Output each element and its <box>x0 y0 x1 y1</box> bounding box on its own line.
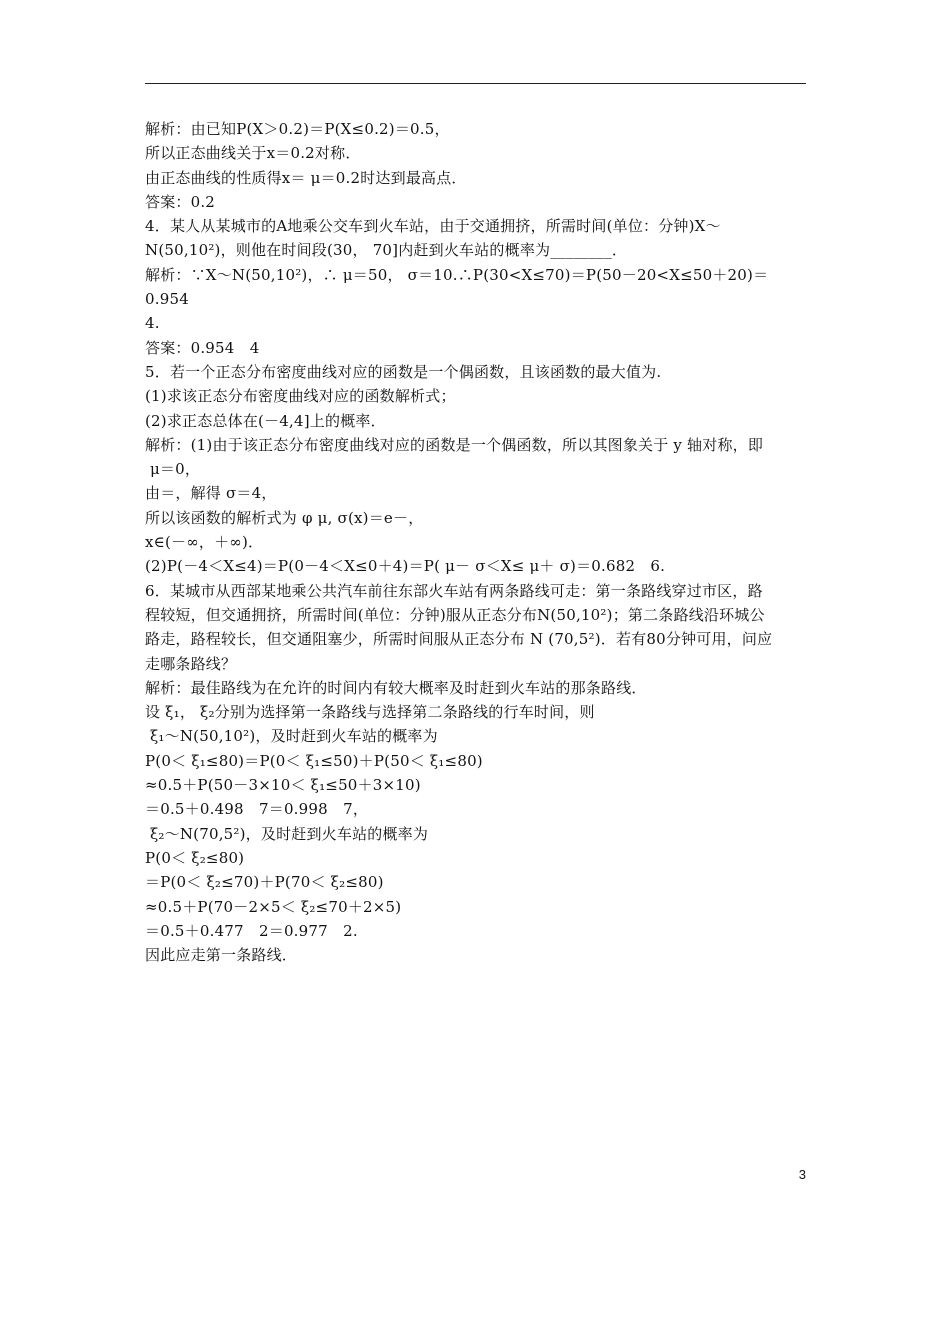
text-line: N(50,10²)，则他在时间段(30， 70]内赶到火车站的概率为________． <box>145 241 628 260</box>
question-5: 5．若一个正态分布密度曲线对应的函数是一个偶函数，且该函数的最大值为. <box>145 362 662 381</box>
document-body <box>145 117 810 967</box>
text-line: ＝0.5＋0.477 2＝0.977 2. <box>145 921 358 940</box>
question-4: 4．某人从某城市的A地乘公交车到火车站，由于交通拥挤，所需时间(单位：分钟)X～ <box>145 217 721 236</box>
text-line: ξ₁～N(50,10²)，及时赶到火车站的概率为 <box>145 727 438 746</box>
text-line: 解析：最佳路线为在允许的时间内有较大概率及时赶到火车站的那条路线． <box>145 678 647 697</box>
text-line: μ＝0， <box>145 460 201 479</box>
text-line: ＝0.5＋0.498 7＝0.998 7， <box>145 800 369 819</box>
text-line: 程较短，但交通拥挤，所需时间(单位：分钟)服从正态分布N(50,10²)；第二条路线沿环城公 <box>145 605 765 624</box>
text-line: 路走，路程较长，但交通阻塞少，所需时间服从正态分布 N (70,5²)．若有80分钟可用，问应 <box>145 630 773 649</box>
text-line: 因此应走第一条路线． <box>145 946 298 965</box>
text-line: ξ₂～N(70,5²)，及时赶到火车站的概率为 <box>145 824 429 843</box>
text-line: 所以该函数的解析式为 φ μ, σ(x)＝e－， <box>145 508 424 527</box>
text-line: ＝P(0＜ ξ₂≤70)＋P(70＜ ξ₂≤80) <box>145 873 384 892</box>
text-line: ≈0.5＋P(50－3×10＜ ξ₁≤50＋3×10) <box>145 776 421 795</box>
text-line: 解析：∵X～N(50,10²)，∴ μ＝50， σ＝10.∴P(30<X≤70)＝P(50－20<X≤50＋20)＝0.954 <box>145 265 769 309</box>
text-line: ≈0.5＋P(70－2×5＜ ξ₂≤70＋2×5) <box>145 897 402 916</box>
answer-line: 答案：0.954 4 <box>145 338 260 357</box>
text-line: 解析：(1)由于该正态分布密度曲线对应的函数是一个偶函数，所以其图象关于 y 轴对称，即 <box>145 435 764 454</box>
text-line: (2)求正态总体在(－4,4]上的概率． <box>145 411 386 430</box>
text-line: x∈(－∞，＋∞)． <box>145 533 264 552</box>
page-number: 3 <box>798 1167 806 1182</box>
question-6: 6．某城市从西部某地乘公共汽车前往东部火车站有两条路线可走：第一条路线穿过市区，路 <box>145 581 763 600</box>
text-line: 由＝，解得 σ＝4， <box>145 484 277 503</box>
text-line: P(0＜ ξ₂≤80) <box>145 848 245 867</box>
text-line: (1)求该正态分布密度曲线对应的函数解析式； <box>145 387 456 406</box>
text-line: 走哪条路线？ <box>145 654 237 673</box>
text-line: 解析：由已知P(X＞0.2)＝P(X≤0.2)＝0.5， <box>145 120 450 138</box>
text-line: (2)P(－4＜X≤4)＝P(0－4＜X≤0＋4)＝P( μ－ σ＜X≤ μ＋ σ)＝0.682 6. <box>145 557 666 576</box>
text-line: 4. <box>145 314 160 333</box>
answer-line: 答案：0.2 <box>145 192 216 211</box>
header-rule <box>145 83 806 84</box>
text-line: 由正态曲线的性质得x＝ μ＝0.2时达到最高点． <box>145 168 467 187</box>
text-line: 设 ξ₁， ξ₂分别为选择第一条路线与选择第二条路线的行车时间，则 <box>145 703 595 722</box>
text-line: 所以正态曲线关于x＝0.2对称． <box>145 144 361 163</box>
text-line: P(0＜ ξ₁≤80)＝P(0＜ ξ₁≤50)＋P(50＜ ξ₁≤80) <box>145 751 483 770</box>
